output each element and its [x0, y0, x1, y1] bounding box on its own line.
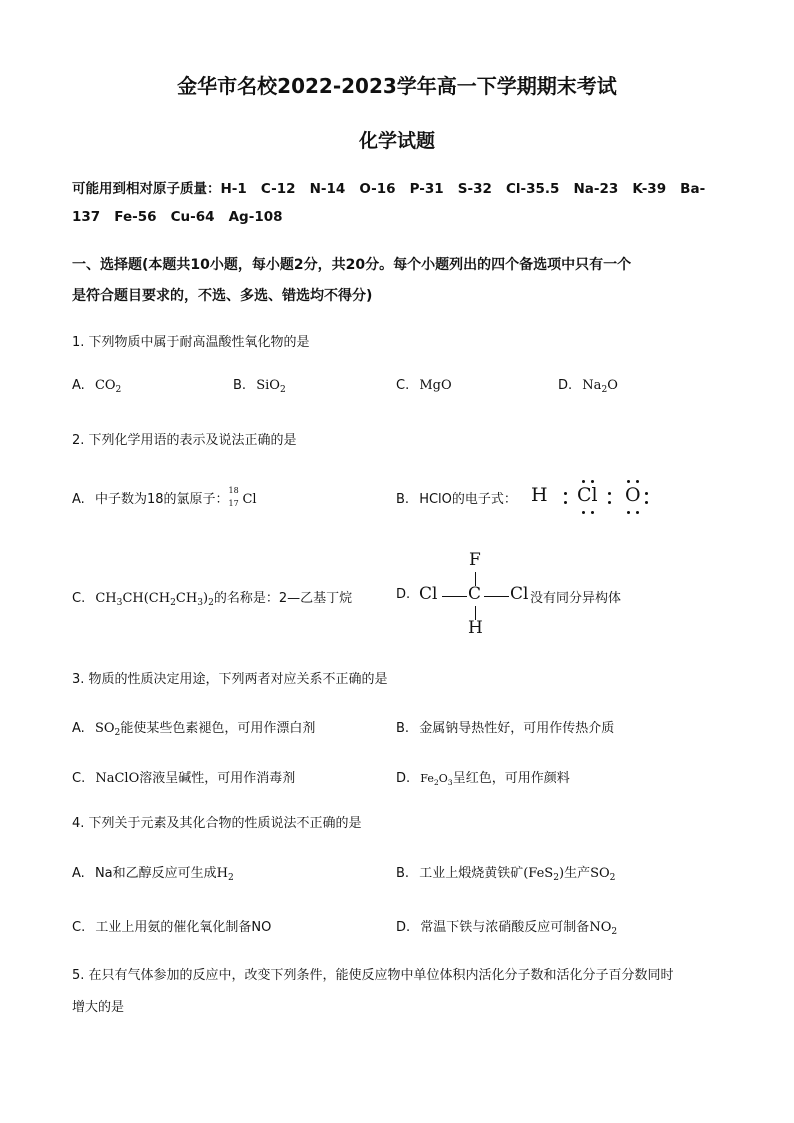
q4-option-c[interactable]	[72, 916, 271, 935]
subscript: 2	[115, 385, 122, 395]
page-subtitle: 化学试题	[358, 130, 435, 152]
atom-cl-left: Cl	[419, 584, 438, 604]
formula: )	[202, 591, 209, 606]
option-label: C.	[396, 378, 410, 393]
formula: (FeS	[523, 866, 554, 881]
formula: SiO	[256, 378, 280, 393]
q4-option-b[interactable]	[396, 862, 615, 881]
subscript: 2	[279, 385, 286, 395]
q2-option-b[interactable]	[396, 488, 517, 507]
atom-cl: Cl	[577, 484, 598, 506]
formula: SO	[590, 866, 610, 881]
mass-number: 18	[228, 486, 239, 495]
formula: O	[607, 378, 618, 393]
electron-dot	[564, 492, 567, 495]
option-label: A.	[72, 866, 85, 881]
option-text: 溶液呈碱性，可用作消毒剂	[139, 771, 296, 786]
formula: MgO	[419, 378, 452, 393]
atom-h: H	[468, 618, 483, 638]
q4-option-d[interactable]	[396, 916, 617, 935]
option-label: B.	[396, 492, 410, 507]
electron-dot	[608, 492, 611, 495]
formula: Na	[582, 378, 602, 393]
formula: CH	[175, 591, 198, 606]
page-title: 金华市名校2022-2023学年高一下学期期末考试	[177, 74, 617, 98]
q2-option-c[interactable]	[72, 587, 352, 606]
q2-option-d-label[interactable]: D.	[396, 587, 411, 602]
atomic-masses-line-2: 137 Fe-56 Cu-64 Ag-108	[72, 209, 283, 225]
subscript: 2	[609, 873, 616, 883]
electron-dot	[636, 511, 639, 514]
electron-dot	[636, 480, 639, 483]
option-label: C.	[72, 920, 86, 935]
q2-option-a[interactable]	[72, 488, 257, 507]
electron-dot	[582, 511, 585, 514]
q4-option-a[interactable]	[72, 862, 234, 881]
section-heading-line-2: 是符合题目要求的，不选、多选、错选均不得分)	[72, 288, 373, 304]
electron-dot	[591, 480, 594, 483]
option-text: 呈红色，可用作颜料	[452, 771, 570, 786]
option-text: Na和乙醇反应可生成	[94, 866, 217, 881]
subscript: 2	[601, 385, 608, 395]
option-text: HClO的电子式：	[419, 492, 517, 507]
option-label: D.	[558, 378, 573, 393]
section-heading-line-1: 一、选择题(本题共10小题，每小题2分，共20分。每个小题列出的四个备选项中只有一个	[72, 257, 632, 273]
formula: SO	[94, 721, 115, 736]
subscript: 2	[170, 598, 176, 608]
atom-h: H	[531, 484, 548, 506]
option-text: 的名称是：2—乙基丁烷	[213, 591, 353, 606]
subscript: 2	[433, 778, 439, 787]
option-label: A.	[72, 492, 85, 507]
q3-option-a[interactable]	[72, 717, 315, 736]
formula: NaClO	[95, 771, 140, 786]
atom-f: F	[469, 550, 481, 570]
isotope-notation	[228, 486, 242, 508]
option-text: 工业上煅烧黄铁矿	[419, 866, 524, 881]
electron-dot	[645, 492, 648, 495]
question-4-stem: 4. 下列关于元素及其化合物的性质说法不正确的是	[72, 816, 362, 831]
hclo-electron-dot-structure	[528, 478, 668, 518]
formula: CO	[94, 378, 116, 393]
option-label: B.	[396, 721, 410, 736]
option-label: B.	[396, 866, 410, 881]
structural-formula	[416, 548, 636, 638]
formula: Fe	[420, 772, 434, 785]
option-label: A.	[72, 378, 85, 393]
option-label: D.	[396, 771, 411, 786]
formula: O	[438, 772, 448, 785]
option-label: B.	[233, 378, 247, 393]
subscript: 3	[197, 598, 203, 608]
formula: CH	[95, 591, 117, 606]
option-label: D.	[396, 920, 411, 935]
electron-dot	[645, 501, 648, 504]
subscript: 2	[114, 728, 121, 738]
element-symbol: Cl	[242, 492, 257, 507]
electron-dot	[564, 501, 567, 504]
option-label: C.	[72, 771, 86, 786]
question-3-stem: 3. 物质的性质决定用途，下列两者对应关系不正确的是	[72, 672, 388, 687]
electron-dot	[627, 511, 630, 514]
question-2-stem: 2. 下列化学用语的表示及说法正确的是	[72, 433, 297, 448]
q3-option-d[interactable]	[396, 767, 570, 786]
formula: H	[216, 866, 228, 881]
electron-dot	[627, 480, 630, 483]
atom-cl-right: Cl	[510, 584, 529, 604]
q1-option-c[interactable]	[396, 378, 452, 393]
bond-line	[484, 596, 509, 597]
atom-o: O	[625, 484, 641, 506]
option-text: 常温下铁与浓硝酸反应可制备	[420, 920, 590, 935]
subscript: 3	[447, 778, 453, 787]
option-text: 工业上用氨的催化氧化制备NO	[95, 920, 272, 935]
option-label: A.	[72, 721, 85, 736]
q3-option-b[interactable]	[396, 717, 614, 736]
electron-dot	[608, 501, 611, 504]
question-5-stem-line-1: 5. 在只有气体参加的反应中，改变下列条件，能使反应物中单位体积内活化分子数和活化分子百分数同时	[72, 968, 674, 983]
bond-line	[442, 596, 467, 597]
electron-dot	[582, 480, 585, 483]
subscript: 2	[553, 873, 559, 883]
question-5-stem-line-2: 增大的是	[72, 1000, 125, 1015]
formula: )	[559, 866, 565, 881]
electron-dot	[591, 511, 594, 514]
formula: NO	[589, 920, 612, 935]
option-text: 生产	[564, 866, 591, 881]
q1-option-b[interactable]	[233, 378, 286, 393]
q1-option-a[interactable]	[72, 378, 121, 393]
q3-option-c[interactable]	[72, 767, 295, 786]
subscript: 3	[116, 598, 123, 608]
question-1-stem: 1. 下列物质中属于耐高温酸性氧化物的是	[72, 335, 310, 350]
option-text: 没有同分异构体	[530, 591, 622, 606]
atom-c: C	[468, 584, 482, 604]
q1-option-d[interactable]	[558, 378, 618, 393]
formula: CH(CH	[122, 591, 171, 606]
atomic-masses-line-1: 可能用到相对原子质量：H-1 C-12 N-14 O-16 P-31 S-32 Cl-35.5 Na-23 K-39 Ba-	[72, 181, 706, 197]
option-text: 金属钠导热性好，可用作传热介质	[419, 721, 615, 736]
option-text: 中子数为18的氯原子：	[94, 492, 229, 507]
option-label: C.	[72, 591, 86, 606]
option-text: 能使某些色素褪色，可用作漂白剂	[120, 721, 316, 736]
subscript: 2	[227, 873, 234, 883]
atomic-number: 17	[228, 499, 239, 508]
subscript: 2	[208, 598, 214, 608]
subscript: 2	[611, 927, 618, 937]
